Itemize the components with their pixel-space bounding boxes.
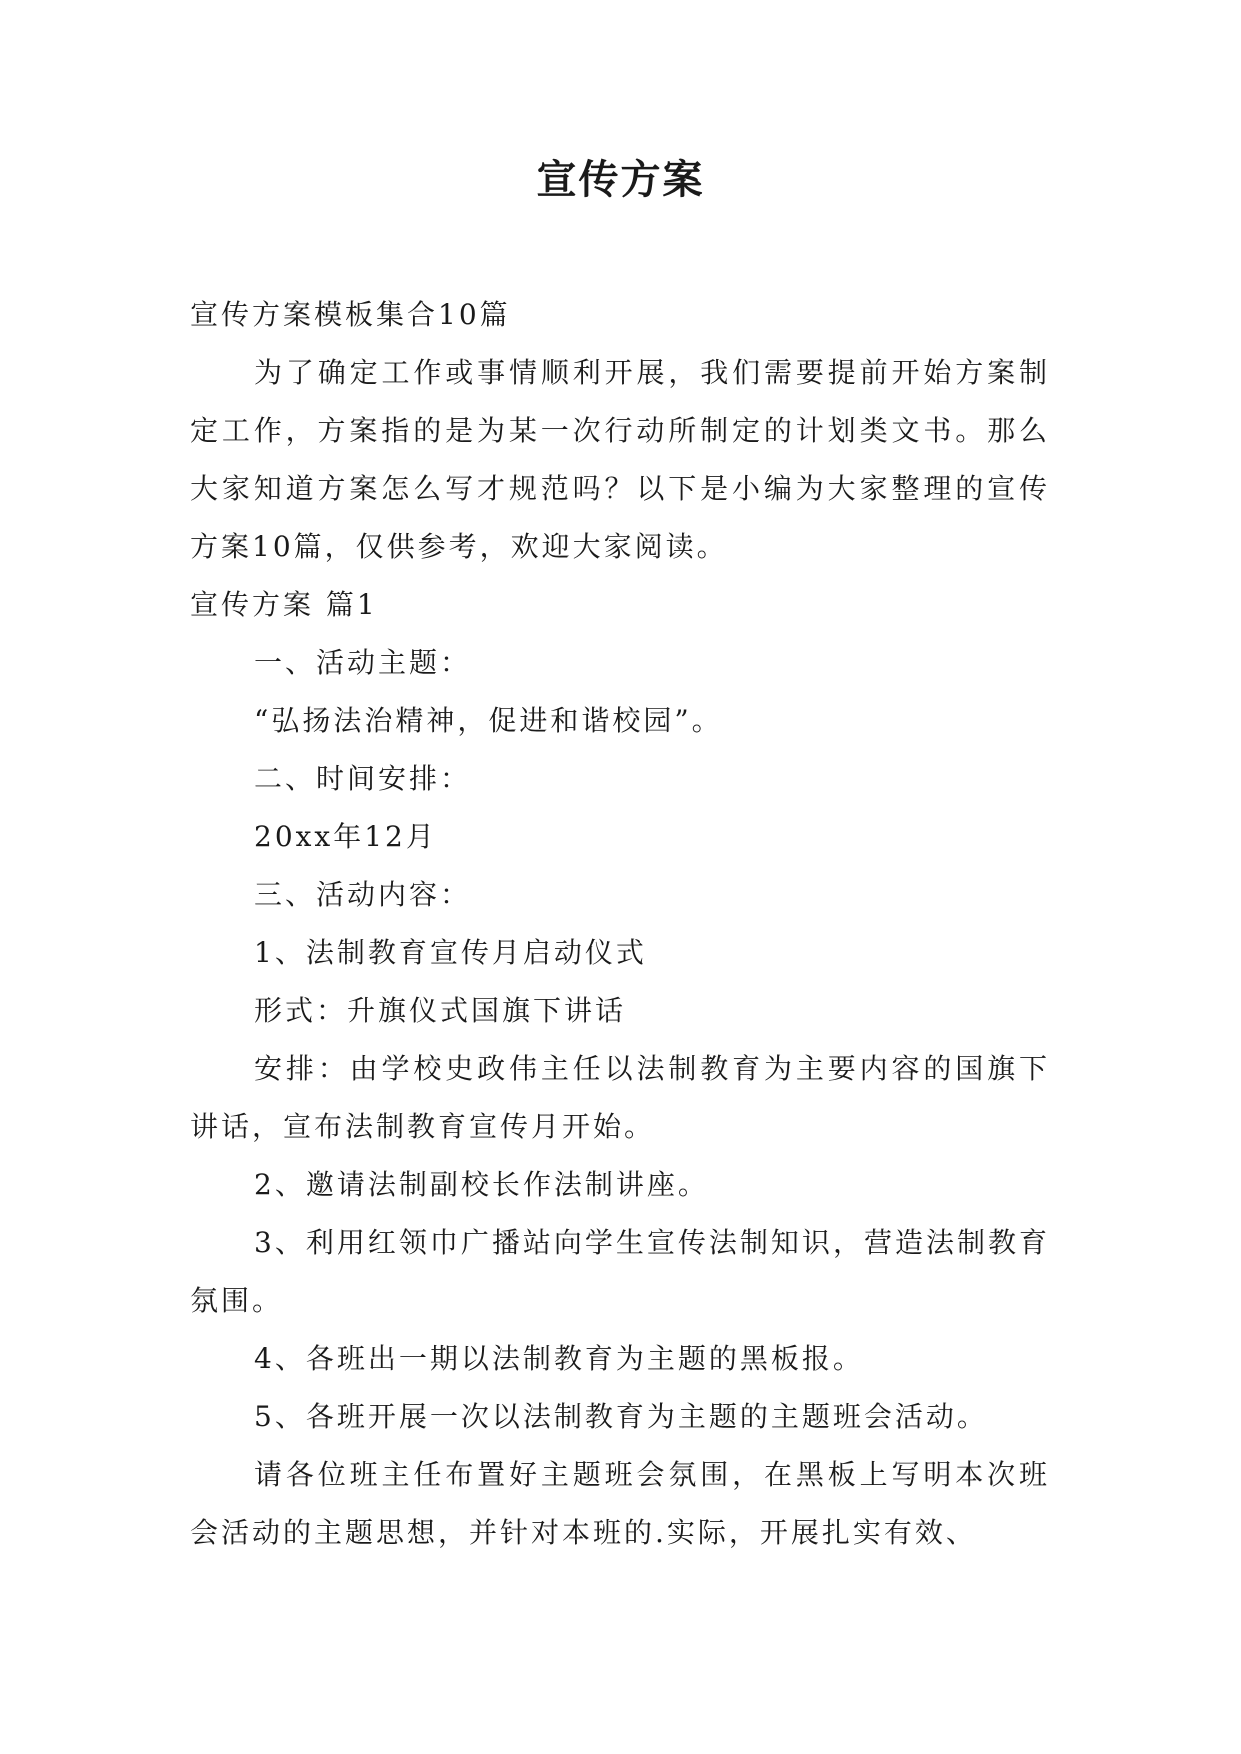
document-title: 宣传方案 — [536, 156, 705, 203]
item-text: 20xx年12月 — [254, 820, 437, 853]
item-text: 形式：升旗仪式国旗下讲话 — [254, 994, 627, 1027]
intro-paragraph: 为了确定工作或事情顺利开展，我们需要提前开始方案制定工作，方案指的是为某一次行动所制定的计划类文书。那么大家知道方案怎么写才规范吗？以下是小编为大家整理的宣传方案10篇，仅供参考，欢迎大家阅读。 — [190, 356, 1050, 563]
item-heading: 二、时间安排： — [254, 762, 472, 795]
item-text: 2、邀请法制副校长作法制讲座。 — [254, 1168, 709, 1201]
item-text: 请各位班主任布置好主题班会氛围，在黑板上写明本次班会活动的主题思想，并针对本班的.实际，开展扎实有效、 — [190, 1458, 1050, 1549]
item-text: 3、利用红领巾广播站向学生宣传法制知识，营造法制教育氛围。 — [190, 1226, 1050, 1317]
subtitle-paragraph: 宣传方案模板集合10篇 — [190, 298, 511, 331]
item-text: 安排：由学校史政伟主任以法制教育为主要内容的国旗下讲话，宣布法制教育宣传月开始。 — [190, 1052, 1050, 1143]
item-heading: 三、活动内容： — [254, 878, 472, 911]
document-body — [190, 286, 1050, 1562]
item-text: 1、法制教育宣传月启动仪式 — [254, 936, 647, 969]
item-text: 5、各班开展一次以法制教育为主题的主题班会活动。 — [254, 1400, 988, 1433]
item-text: 4、各班出一期以法制教育为主题的黑板报。 — [254, 1342, 864, 1375]
item-text: “弘扬法治精神，促进和谐校园”。 — [254, 704, 723, 737]
item-heading: 一、活动主题： — [254, 646, 472, 679]
section-heading: 宣传方案 篇1 — [190, 588, 378, 621]
